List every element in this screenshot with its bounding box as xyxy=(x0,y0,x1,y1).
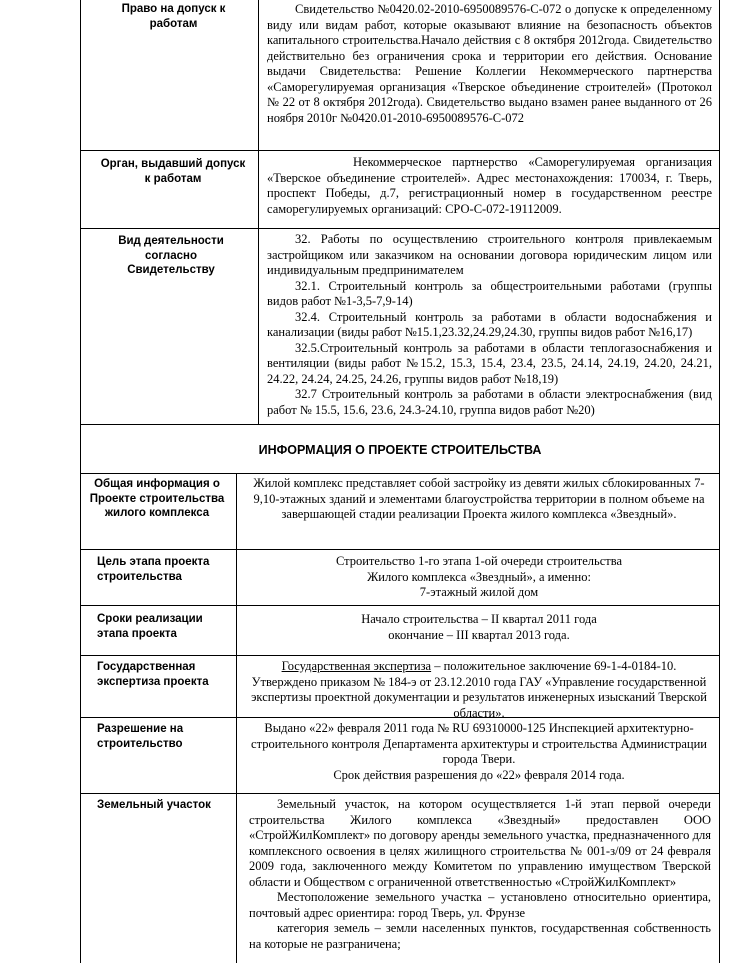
general-text: Жилой комплекс представляет собой застройку из девяти жилых сблокированных 7-9,10-этажных зданий и элементами благоустройства территории в полном объеме на завершающей стадии реализации Проекта жилого комплекса «Звездный». xyxy=(253,476,705,521)
permit-text: Свидетельство №0420.02-2010-6950089576-С-072 о допуске к определенному виду или видам работ, которые оказывают влияние на безопасность объектов капитального строительства.Начало действия с 8 октября 2012года. Свидетельство действительно без ограничения срока и территории его действия. Основание выдачи Свидетельства: Решение Коллегии Некоммерческого партнерства «Саморегулируемая организация «Тверское объединение строителей» (Протокол № 22 от 8 октября 2012года). Свидетельство выдано взамен ранее выданного от 26 ноября 2010г №0420.01-2010-6950089576-С-072 xyxy=(267,2,712,125)
section-title: ИНФОРМАЦИЯ О ПРОЕКТЕ СТРОИТЕЛЬСТВА xyxy=(258,443,542,457)
row-separator xyxy=(81,793,719,794)
row-separator xyxy=(81,150,719,151)
expertise-link[interactable]: Государственная экспертиза xyxy=(281,659,432,673)
row-separator xyxy=(81,228,719,229)
column-divider xyxy=(236,473,237,963)
activity-item: 32.4. Строительный контроль за работами в области водоснабжения и канализации (виды работ №15.1,23.32,24.29,24.30, группы видов работ №16,17) xyxy=(267,309,712,339)
goal-label: Цель этапа проекта строительства xyxy=(97,556,210,583)
permission-text: Выдано «22» февраля 2011 года № RU 69310000-125 Инспекцией архитектурно-строительного контроля Департамента архитектуры и строительства Администрации города Твери. Срок действия разрешения до «22» февраля 2014 года. xyxy=(251,721,707,782)
goal-text: Строительство 1-го этапа 1-ой очереди строительства Жилого комплекса «Звездный», а именно: 7-этажный жилой дом xyxy=(335,554,623,599)
permission-label: Разрешение на строительство xyxy=(97,723,184,750)
issuer-label: Орган, выдавший допуск к работам xyxy=(100,158,246,185)
activity-label: Вид деятельности согласно Свидетельству xyxy=(118,235,224,276)
row-separator xyxy=(81,424,719,425)
row-separator xyxy=(81,605,719,606)
activity-item: 32.7 Строительный контроль за работами в области электроснабжения (вид работ № 15.5, 15.6, 23.6, 24.3-24.10, группа видов работ №20) xyxy=(267,387,712,417)
land-text: Земельный участок, на котором осуществляется 1-й этап первой очереди строительства Жилого комплекса «Звездный» предоставлен ООО «СтройЖилКомплект» по договору аренды земельного участка, предназначенного для комплексного освоения в целях жилищного строительства № 001-з/09 от 24 февраля 2009 года, заключенного между Комитетом по управлению имуществом Тверской области и Обществом с ограниченной ответственностью «СтройЖилКомплект» Местоположение земельного участка – установлено относительно ориентира, почтовый адрес ориентира: город Тверь, ул. Фрунзе категория земель – земли населенных пунктов, государственная собственность на которые не разграничена; xyxy=(249,797,711,951)
terms-text: Начало строительства – II квартал 2011 года окончание – III квартал 2013 года. xyxy=(361,612,597,642)
activity-item: 32.5.Строительный контроль за работами в области теплогазоснабжения и вентиляции (виды работ №15.2, 15.3, 15.4, 23.4, 23.5, 24.14, 24.19, 24.20, 24.21, 24.22, 24.24, 24.25, 24.26, группы видов работ №18,19) xyxy=(267,340,712,386)
terms-label: Сроки реализации этапа проекта xyxy=(97,613,203,640)
document-table xyxy=(80,0,720,963)
column-divider xyxy=(258,0,259,424)
expertise-text: Государственная экспертиза – положительное заключение 69-1-4-0184-10. Утверждено приказом № 184-э от 23.12.2010 года ГАУ «Управление государственной экспертизы проектной документации и результатов инженерных изысканий Тверской области». xyxy=(251,659,707,720)
issuer-text: Некоммерческое партнерство «Саморегулируемая организация «Тверское объединение строителей». Адрес местонахождения: 170034, г. Тверь, проспект Победы, д.7, регистрационный номер в государственном реестре саморегулируемых организаций: СРО-С-072-19112009. xyxy=(267,155,712,216)
general-label: Общая информация о Проекте строительства жилого комплекса xyxy=(89,478,225,519)
permit-label: Право на допуск к работам xyxy=(121,3,226,30)
row-separator xyxy=(81,655,719,656)
row-separator xyxy=(81,549,719,550)
row-separator xyxy=(81,717,719,718)
activity-item: 32.1. Строительный контроль за общестроительными работами (группы видов работ №1-3,5-7,9-14) xyxy=(267,278,712,308)
activity-item: 32. Работы по осуществлению строительного контроля привлекаемым застройщиком или заказчиком на основании договора юридическим лицом или индивидуальным предпринимателем xyxy=(267,232,712,277)
row-separator xyxy=(81,473,719,474)
land-label: Земельный участок xyxy=(97,799,211,811)
activity-list xyxy=(267,232,712,418)
expertise-label: Государственная экспертиза проекта xyxy=(97,661,209,688)
